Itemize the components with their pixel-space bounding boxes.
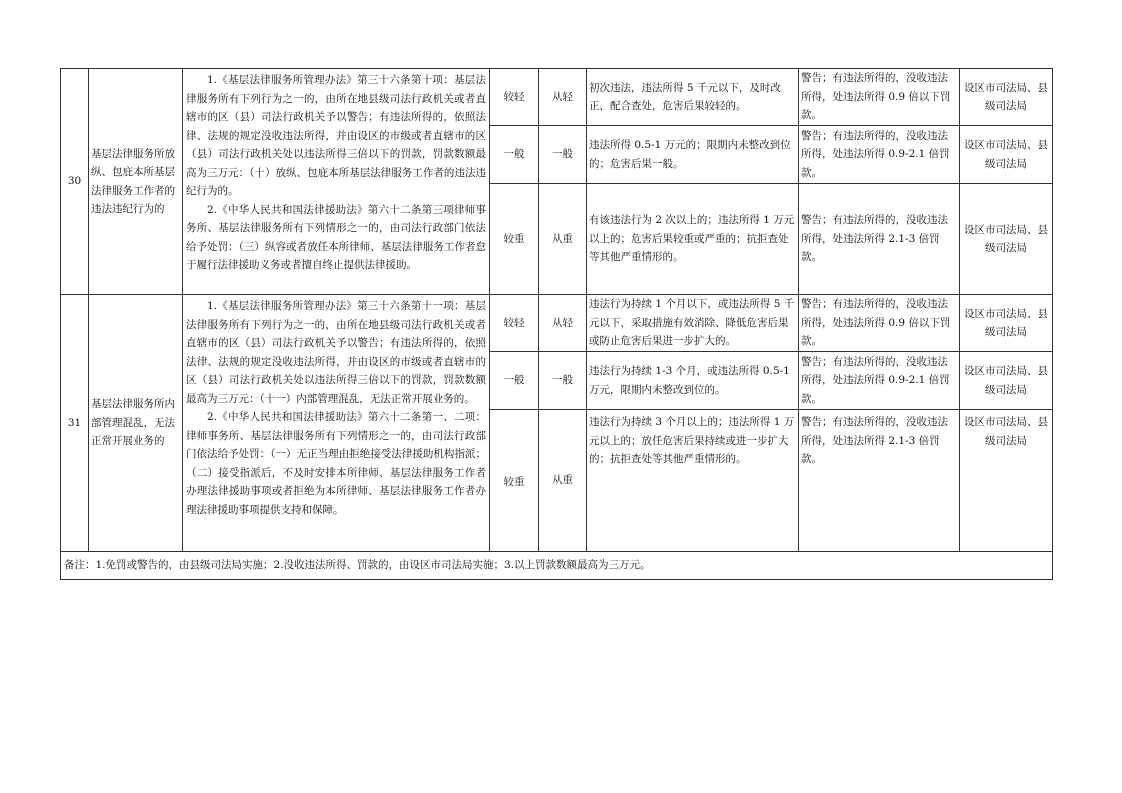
degree-cell: 一般	[490, 352, 539, 410]
authority-cell: 设区市司法局、县级司法局	[960, 410, 1053, 552]
degree-cell: 较轻	[490, 295, 539, 352]
range-cell: 从轻	[539, 295, 587, 352]
range-cell: 一般	[539, 126, 587, 184]
degree-cell: 一般	[490, 126, 539, 184]
circumstance-cell: 违法行为持续 1 个月以下，或违法所得 5 千元以下，采取措施有效消除、降低危害后果或防止危害后果进一步扩大的。	[587, 295, 799, 352]
authority-cell: 设区市司法局、县级司法局	[960, 69, 1053, 126]
penalty-cell: 警告；有违法所得的，没收违法所得，处违法所得 0.9-2.1 倍罚款。	[799, 352, 960, 410]
authority-cell: 设区市司法局、县级司法局	[960, 184, 1053, 295]
penalty-cell: 警告；有违法所得的，没收违法所得，处违法所得 0.9-2.1 倍罚款。	[799, 126, 960, 184]
range-cell: 一般	[539, 352, 587, 410]
circumstance-cell: 有该违法行为 2 次以上的；违法所得 1 万元以上的；危害后果较重或严重的；抗拒查处等其他严重情形的。	[587, 184, 799, 295]
range-cell: 从轻	[539, 69, 587, 126]
legal-basis-cell	[183, 295, 490, 552]
circumstance-cell: 初次违法，违法所得 5 千元以下，及时改正，配合查处，危害后果较轻的。	[587, 69, 799, 126]
circumstance-cell: 违法行为持续 3 个月以上的；违法所得 1 万元以上的；放任危害后果持续或进一步扩大的；抗拒查处等其他严重情形的。	[587, 410, 799, 552]
authority-cell: 设区市司法局、县级司法局	[960, 126, 1053, 184]
violation-cell: 基层法律服务所放纵、包庇本所基层法律服务工作者的违法违纪行为的	[89, 69, 183, 295]
table-row	[61, 69, 1053, 126]
legal-basis-paragraph: 1.《基层法律服务所管理办法》第三十六条第十一项：基层法律服务所有下列行为之一的，由所在地县级司法行政机关或者直辖市的区（县）司法行政机关予以警告；有违法所得的，依照法律、法规的规定没收违法所得，并由设区的市级或者直辖市的区（县）司法行政机关处以违法所得三倍以下的罚款，罚款数额最高为三万元：（十一）内部管理混乱，无法正常开展业务的。	[186, 300, 486, 405]
violation-cell: 基层法律服务所内部管理混乱，无法正常开展业务的	[89, 295, 183, 552]
penalty-cell: 警告；有违法所得的，没收违法所得，处违法所得 0.9 倍以下罚款。	[799, 295, 960, 352]
item-number: 31	[61, 295, 89, 552]
degree-cell: 较轻	[490, 69, 539, 126]
range-cell: 从重	[539, 410, 587, 552]
circumstance-cell: 违法行为持续 1-3 个月，或违法所得 0.5-1 万元，限期内未整改到位的。	[587, 352, 799, 410]
degree-cell: 较重	[490, 410, 539, 552]
legal-basis-cell	[183, 69, 490, 295]
circumstance-cell: 违法所得 0.5-1 万元的；限期内未整改到位的；危害后果一般。	[587, 126, 799, 184]
authority-cell: 设区市司法局、县级司法局	[960, 295, 1053, 352]
range-cell: 从重	[539, 184, 587, 295]
item-number: 30	[61, 69, 89, 295]
penalty-cell: 警告；有违法所得的，没收违法所得，处违法所得 2.1-3 倍罚款。	[799, 410, 960, 552]
table-row	[61, 295, 1053, 352]
penalty-cell: 警告；有违法所得的，没收违法所得，处违法所得 0.9 倍以下罚款。	[799, 69, 960, 126]
penalty-discretion-table	[60, 68, 1053, 580]
footnote: 备注：1.免罚或警告的，由县级司法局实施；2.没收违法所得、罚款的，由设区市司法局实施；3.以上罚款数额最高为三万元。	[61, 552, 1053, 580]
penalty-cell: 警告；有违法所得的，没收违法所得，处违法所得 2.1-3 倍罚款。	[799, 184, 960, 295]
legal-basis-paragraph: 2.《中华人民共和国法律援助法》第六十二条第三项律师事务所、基层法律服务所有下列情形之一的，由司法行政部门依法给予处罚：（三）纵容或者放任本所律师、基层法律服务工作者怠于履行法律援助义务或者擅自终止提供法律援助。	[186, 203, 486, 271]
legal-basis-paragraph: 1.《基层法律服务所管理办法》第三十六条第十项：基层法律服务所有下列行为之一的，由所在地县级司法行政机关或者直辖市的区（县）司法行政机关予以警告；有违法所得的，依照法律、法规的规定没收违法所得，并由设区的市级或者直辖市的区（县）司法行政机关处以违法所得三倍以下的罚款，罚款数额最高为三万元：（十）放纵、包庇本所基层法律服务工作者的违法违纪行为的。	[186, 74, 486, 197]
degree-cell: 较重	[490, 184, 539, 295]
authority-cell: 设区市司法局、县级司法局	[960, 352, 1053, 410]
legal-basis-paragraph: 2.《中华人民共和国法律援助法》第六十二条第一、二项：律师事务所、基层法律服务所有下列情形之一的，由司法行政部门依法给予处罚：（一）无正当理由拒绝接受法律援助机构指派；（二）接受指派后，不及时安排本所律师、基层法律服务工作者办理法律援助事项或者拒绝为本所律师、基层法律服务工作者办理法律援助事项提供支持和保障。	[186, 411, 486, 516]
note-row	[61, 552, 1053, 580]
